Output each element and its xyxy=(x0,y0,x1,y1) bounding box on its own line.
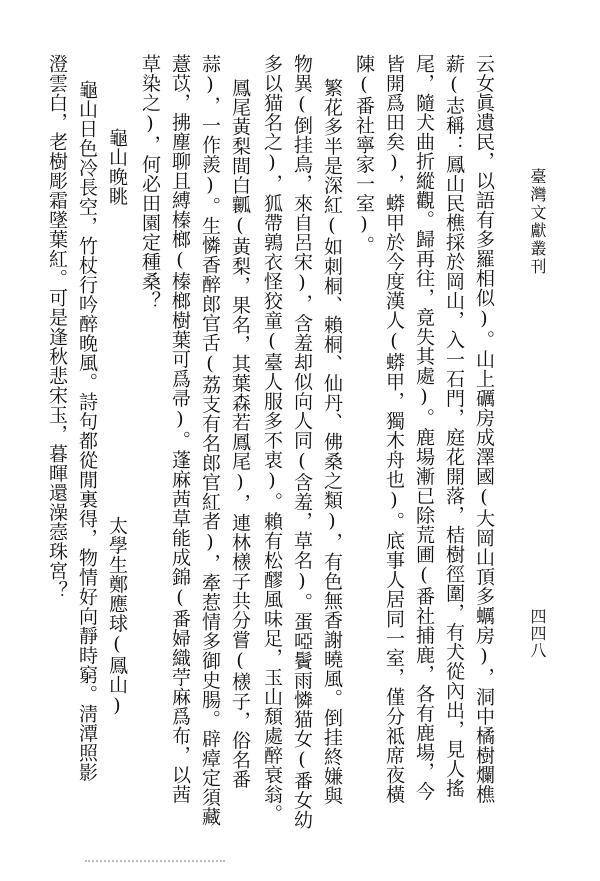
text-column-12: 草染之)，何必田園定種桑？ xyxy=(139,54,161,311)
text-column-13: 龜山日色冷長空，竹杖行吟醉晚風。詩句都從閒裏得，物情好向靜時窮。淸潭照影 xyxy=(76,80,98,782)
text-column-7: 物異(倒挂鳥，來自呂宋)，含羞却似向人同(含羞，草名)。蛋啞鬢雨憐猫女(番女幼 xyxy=(291,54,313,830)
text-column-6: 繁花多半是深紅(如刺桐、賴桐、仙丹、佛桑之類)，有色無香謝曉風。倒挂終嫌與 xyxy=(321,78,343,806)
text-column-8: 多以猫名之)，狐帶鶉衣怪狡童(臺人服多不衷)。賴有松醪風味足，玉山頹處醉衰翁。 xyxy=(261,54,283,824)
text-column-11: 薏苡，拂塵聊且縛榛榔(榛榔樹葉可爲帚)。蓬麻茜草能成錦(番婦織苧麻爲布，以茜 xyxy=(169,54,191,804)
text-column-5: 陳(番社寧家一室)。 xyxy=(353,54,375,255)
poem-author: 太學生鄭應球(鳳山) xyxy=(106,516,128,717)
page-number: 四四八 xyxy=(528,608,547,659)
series-title: 臺灣文獻叢刊 xyxy=(528,168,547,276)
text-column-2: 薪(志稱：鳳山民樵採於岡山，入一石門，庭花開落，桔樹徑圍，有犬從內出，見人搖 xyxy=(443,54,465,798)
poem-title: 龜山晚眺 xyxy=(106,128,128,206)
text-column-4: 皆開爲田矣)，蟒甲於今度漢人(蟒甲，獨木舟也)。底事人居同一室，僅分祗席夜橫 xyxy=(383,54,405,804)
text-column-3: 尾，隨犬曲折縱觀。歸再往，竟失其處)。鹿場漸已除荒圃(番社捕鹿，各有鹿場，今 xyxy=(413,54,435,801)
text-column-14: 澄雲白，老樹彫霜墜葉紅。可是逢秋悲宋玉，暮暉還澡悫珠宮？ xyxy=(46,54,68,600)
text-column-9: 鳳尾黃梨間白瓤(黃梨，果名，其葉森若鳳尾)，連林檨子共分嘗(檨子，俗名番 xyxy=(229,78,251,789)
text-column-10: 蒜)，一作羨)。生憐香醉郎官舌(荔支有名郎官紅者)，牽惹情多御史腸。辟瘴定須藏 xyxy=(199,54,221,827)
bottom-dotted-rule xyxy=(85,860,225,862)
text-column-1: 云女眞遺民，以語有多羅相似)。山上礪房成澤國(大岡山頂多蠣房)，洞中橘樹爛樵 xyxy=(473,54,495,804)
